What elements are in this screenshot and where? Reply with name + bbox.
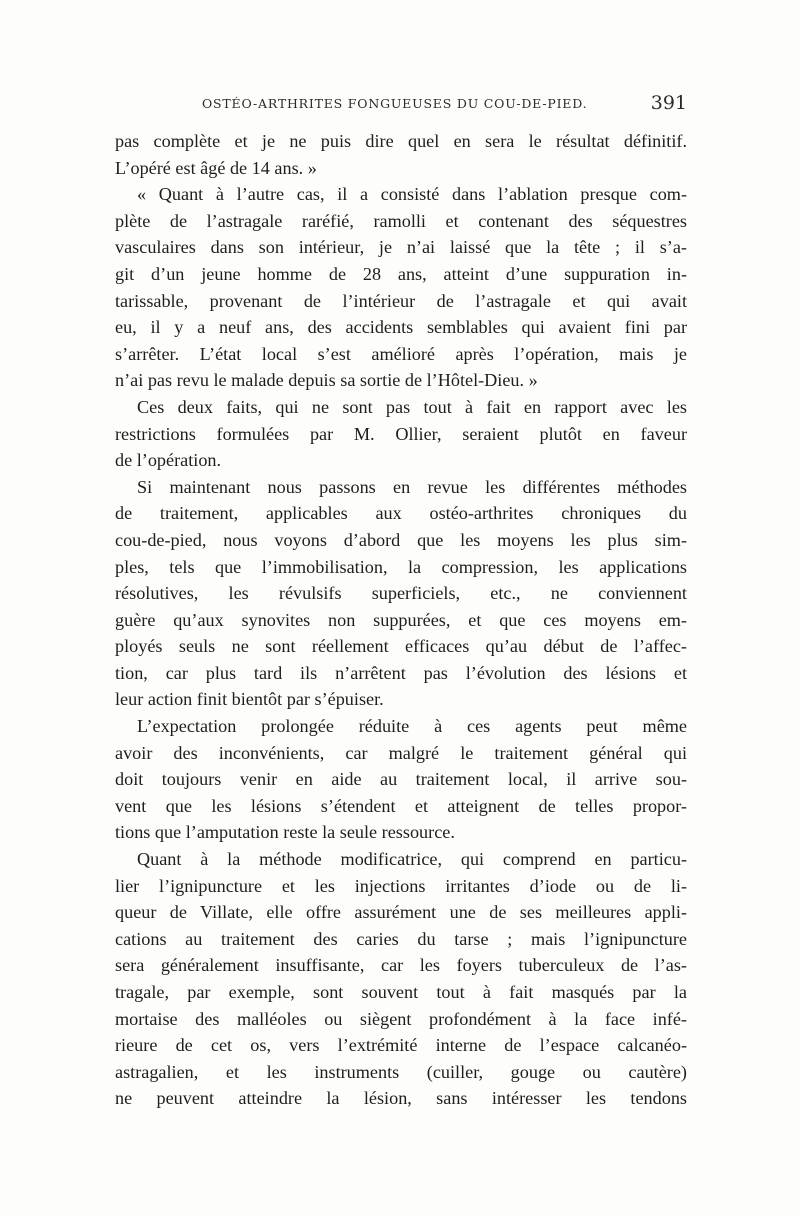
text-line: astragalien, et les instruments (cuiller, gouge ou cautère) [115,1061,687,1082]
text-line: ne peuvent atteindre la lésion, sans intéresser les tendons [115,1088,687,1109]
text-line: de l’opération. [115,450,222,471]
text-line: git d’un jeune homme de 28 ans, atteint d’une suppuration in- [115,263,687,284]
text-line: doit toujours venir en aide au traitement local, il arrive sou- [115,769,687,790]
text-line: sera généralement insuffisante, car les foyers tuberculeux de l’as- [115,955,687,976]
text-line: cou-de-pied, nous voyons d’abord que les moyens les plus sim- [115,529,687,550]
running-head [115,92,687,120]
text-line: L’expectation prolongée réduite à ces agents peut même [137,716,687,737]
text-line: ployés seuls ne sont réellement efficaces qu’au début de l’affec- [115,636,687,657]
page-number: 391 [650,92,687,114]
text-line: Si maintenant nous passons en revue les différentes méthodes [137,476,687,497]
text-line: « Quant à l’autre cas, il a consisté dans l’ablation presque com- [137,184,687,205]
text-line: mortaise des malléoles ou siègent profondément à la face infé- [115,1008,687,1029]
text-line: résolutives, les révulsifs superficiels, etc., ne conviennent [115,583,687,604]
text-line: eu, il y a neuf ans, des accidents semblables qui avaient fini par [115,317,687,338]
text-line: rieure de cet os, vers l’extrémité interne de l’espace calcanéo- [115,1035,687,1056]
text-line: de traitement, applicables aux ostéo-arthrites chroniques du [115,503,687,524]
text-line: plète de l’astragale raréfié, ramolli et contenant des séquestres [115,210,687,231]
text-line: tarissable, provenant de l’intérieur de l’astragale et qui avait [115,290,687,311]
text-line: avoir des inconvénients, car malgré le traitement général qui [115,742,687,763]
text-line: Ces deux faits, qui ne sont pas tout à fait en rapport avec les [137,396,687,417]
running-title: OSTÉO-ARTHRITES FONGUEUSES DU COU-DE-PIED. [202,96,588,111]
text-line: s’arrêter. L’état local s’est amélioré après l’opération, mais je [115,343,687,364]
text-line: ples, tels que l’immobilisation, la compression, les applications [115,556,687,577]
text-line: Quant à la méthode modificatrice, qui comprend en particu- [137,849,687,870]
text-line: tion, car plus tard ils n’arrêtent pas l’évolution des lésions et [115,662,687,683]
text-line: cations au traitement des caries du tarse ; mais l’ignipuncture [115,928,687,949]
text-line: pas complète et je ne puis dire quel en sera le résultat définitif. [115,131,687,151]
text-line: vasculaires dans son intérieur, je n’ai laissé que la tête ; il s’a- [115,237,687,258]
text-line: guère qu’aux synovites non suppurées, et que ces moyens em- [115,609,687,630]
text-line: vent que les lésions s’étendent et atteignent de telles propor- [115,795,687,816]
text-line: lier l’ignipuncture et les injections irritantes d’iode ou de li- [115,875,687,896]
text-line: L’opéré est âgé de 14 ans. » [115,157,317,178]
text-line: tragale, par exemple, sont souvent tout à fait masqués par la [115,982,687,1002]
body-text [115,128,687,1112]
text-line: restrictions formulées par M. Ollier, seraient plutôt en faveur [115,423,687,444]
text-line: leur action finit bientôt par s’épuiser. [115,689,384,710]
text-line: n’ai pas revu le malade depuis sa sortie de l’Hôtel-Dieu. » [115,370,538,391]
text-line: queur de Villate, elle offre assurément une de ses meilleures appli- [115,902,687,923]
text-line: tions que l’amputation reste la seule ressource. [115,822,455,843]
